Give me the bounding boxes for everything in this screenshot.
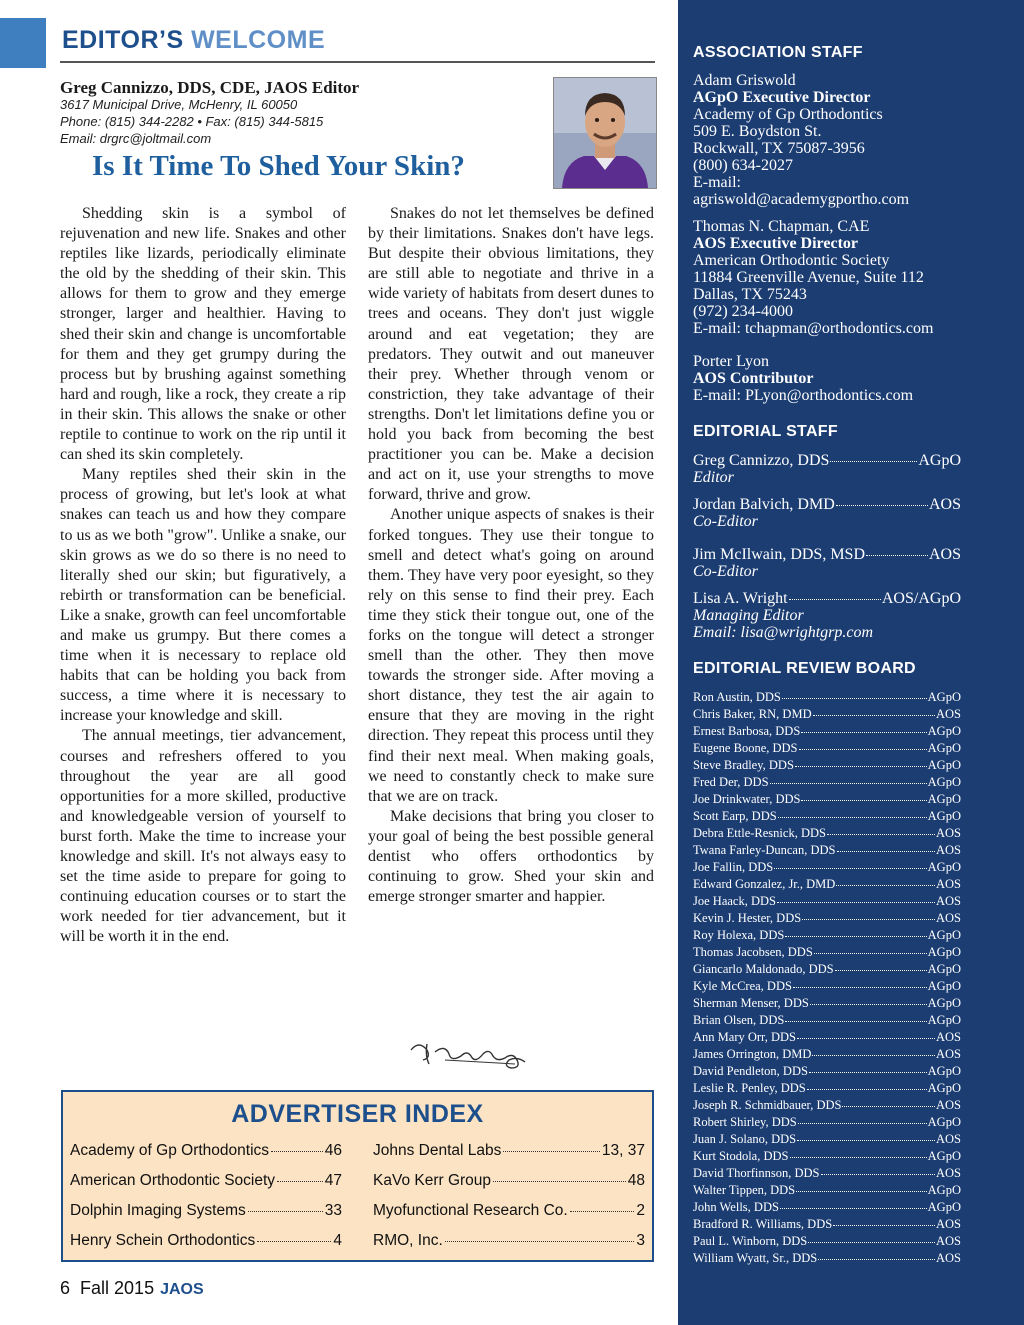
review-board-row: Ron Austin, DDS AGpO [693,690,961,704]
review-board-row: Roy Holexa, DDS AGpO [693,928,961,942]
advertiser-item: Academy of Gp Orthodontics 46 [70,1142,342,1159]
staff-line: Thomas N. Chapman, CAE [693,218,870,235]
editorial-staff-email: Email: lisa@wrightgrp.com [693,624,874,641]
staff-line: agriswold@academygportho.com [693,191,910,208]
editorial-staff-row: Jordan Balvich, DMD AOS [693,496,961,513]
staff-line: AOS Executive Director [693,235,858,252]
advertiser-item: Dolphin Imaging Systems 33 [70,1202,342,1219]
review-board-row: Fred Der, DDS AGpO [693,775,961,789]
review-board-row: John Wells, DDS AGpO [693,1200,961,1214]
review-board-row: Kyle McCrea, DDS AGpO [693,979,961,993]
staff-line: E-mail: PLyon@orthodontics.com [693,387,914,404]
review-board-row: Scott Earp, DDS AGpO [693,809,961,823]
staff-line: AGpO Executive Director [693,89,871,106]
article-paragraph: Make decisions that bring you closer to your goal of being the best possible general dentist who offers orthodontics by continuing to grow. Shed your skin and emerge stronger smarter and happier. [368,807,654,906]
review-board-row: Debra Ettle-Resnick, DDS AOS [693,826,961,840]
page-footer [60,1278,204,1299]
review-board-row: Walter Tippen, DDS AGpO [693,1183,961,1197]
review-board-row: James Orrington, DMD AOS [693,1047,961,1061]
review-board-row: Eugene Boone, DDS AGpO [693,741,961,755]
advertiser-item: Myofunctional Research Co. 2 [373,1202,645,1219]
editor-phone: Phone: (815) 344-2282 • Fax: (815) 344-5815 [60,114,324,129]
review-board-row: Bradford R. Williams, DDS AOS [693,1217,961,1231]
editor-photo [553,77,657,189]
review-board-row: Kevin J. Hester, DDS AOS [693,911,961,925]
review-board-row: Steve Bradley, DDS AGpO [693,758,961,772]
article-paragraph: Another unique aspects of snakes is their forked tongues. They use their tongue to smell and detect what's going on around them. They have very poor eyesight, so they rely on this sense to find their prey. Each time they stick their tongue out, one of the forks on the tongue will detect a stronger smell than the other. They then move towards the stronger side. After moving a short distance, they test the air again to ensure that they are moving in the right direction. They repeat this process until they find their next meal. When making goals, we need to constantly check to make sure that we are on track. [368,506,654,805]
issue-label: Fall 2015 [80,1278,155,1298]
staff-line: Dallas, TX 75243 [693,286,807,303]
section-tab-marker [0,18,46,68]
article-paragraph: The annual meetings, tier advancement, courses and refreshers offered to you throughout the year are all good opportunities for a more skilled, productive and knowledgeable version of yourself to burst forth. Make the time to increase your knowledge and skill. It's not always easy to set the time aside to prepare for going to continuing education courses or to start the work needed for tier advancement, but it will be worth it in the end. [60,727,346,946]
staff-line: American Orthodontic Society [693,252,890,269]
advertiser-item: RMO, Inc. 3 [373,1232,645,1249]
page-title: EDITOR’S WELCOME [62,26,326,54]
review-board-row: Sherman Menser, DDS AGpO [693,996,961,1010]
review-board-row: Joe Fallin, DDS AGpO [693,860,961,874]
staff-line: Porter Lyon [693,353,769,370]
review-board-row: David Pendleton, DDS AGpO [693,1064,961,1078]
staff-line: 509 E. Boydston St. [693,123,822,140]
editorial-staff-role: Editor [693,469,734,486]
staff-line: E-mail: [693,174,741,191]
article-title: Is It Time To Shed Your Skin? [92,150,465,182]
title-rule [60,61,655,63]
editorial-staff-row: Lisa A. Wright AOS/AGpO [693,590,961,607]
staff-line: (800) 634-2027 [693,157,793,174]
review-board-row: Joseph R. Schmidbauer, DDS AOS [693,1098,961,1112]
review-board-row: Leslie R. Penley, DDS AGpO [693,1081,961,1095]
advertiser-item: KaVo Kerr Group 48 [373,1172,645,1189]
review-board-row: Kurt Stodola, DDS AGpO [693,1149,961,1163]
review-board-row: Robert Shirley, DDS AGpO [693,1115,961,1129]
editor-signature [405,1030,530,1072]
editor-address: 3617 Municipal Drive, McHenry, IL 60050 [60,97,298,112]
review-board-row: Ann Mary Orr, DDS AOS [693,1030,961,1044]
review-board-row: David Thorfinnson, DDS AOS [693,1166,961,1180]
staff-line: 11884 Greenville Avenue, Suite 112 [693,269,924,286]
review-board-row: Thomas Jacobsen, DDS AGpO [693,945,961,959]
review-board-row: Giancarlo Maldonado, DDS AGpO [693,962,961,976]
review-board-row: Paul L. Winborn, DDS AOS [693,1234,961,1248]
editorial-staff-row: Jim McIlwain, DDS, MSD AOS [693,546,961,563]
advertiser-item: Henry Schein Orthodontics 4 [70,1232,342,1249]
staff-line: E-mail: tchapman@orthodontics.com [693,320,934,337]
staff-sidebar [678,0,1024,1325]
review-board-row: William Wyatt, Sr., DDS AOS [693,1251,961,1265]
staff-line: Academy of Gp Orthodontics [693,106,883,123]
editorial-staff-row: Greg Cannizzo, DDS AGpO [693,452,961,469]
association-staff-heading: ASSOCIATION STAFF [693,44,863,61]
page-number: 6 [60,1278,71,1298]
journal-label: JAOS [160,1281,204,1298]
article-paragraph: Snakes do not let themselves be defined by their limitations. Snakes don't have legs. But despite their obvious limitations, they are still able to negotiate and thrive in a wide variety of habitats from desert dunes to trees and oceans. They don't just wiggle around and eat vegetation; they are predators. They outwit and out maneuver their prey. Whether through venom or constriction, they take advantage of their strengths. Don't let limitations define you or hold you back from becoming the best practitioner you can be. Make a decision and act on it, use your strengths to move forward, thrive and grow. [368,205,654,504]
staff-line: (972) 234-4000 [693,303,793,320]
review-board-row: Joe Drinkwater, DDS AGpO [693,792,961,806]
advertiser-index-title: ADVERTISER INDEX [231,1100,484,1128]
staff-line: Adam Griswold [693,72,796,89]
editorial-staff-role: Co-Editor [693,513,758,530]
editorial-staff-role: Managing Editor [693,607,804,624]
staff-line: Rockwall, TX 75087-3956 [693,140,865,157]
advertiser-item: Johns Dental Labs 13, 37 [373,1142,645,1159]
review-board-row: Twana Farley-Duncan, DDS AOS [693,843,961,857]
editor-name: Greg Cannizzo, DDS, CDE, JAOS Editor [60,78,360,97]
review-board-row: Chris Baker, RN, DMD AOS [693,707,961,721]
editorial-staff-role: Co-Editor [693,563,758,580]
review-board-row: Juan J. Solano, DDS AOS [693,1132,961,1146]
advertiser-index [61,1090,654,1262]
article-column-2 [368,204,654,907]
article-paragraph: Many reptiles shed their skin in the process of growing, but let's look at what snakes can teach us and how they compare to us as we both "grow". Unlike a snake, our skin grows as we do so there is no need to literally shed our skin; but figuratively, a rebirth or transformation can be beneficial. Like a snake, growth can feel uncomfortable and make us grumpy. But there comes a time when it is necessary to replace old habits that can be holding you back from success, a time where it is necessary to increase your knowledge and skill. [60,466,346,725]
review-board-row: Edward Gonzalez, Jr., DMD AOS [693,877,961,891]
review-board-row: Ernest Barbosa, DDS AGpO [693,724,961,738]
review-board-row: Joe Haack, DDS AOS [693,894,961,908]
article-paragraph: Shedding skin is a symbol of rejuvenation and new life. Snakes and other reptiles like lizards, periodically eliminate the old by the shedding of their skin. This allows for them to grow and they emerge stronger, larger and healthier. Having to shed their skin and change is uncomfortable for them and they get grumpy during the process but by brushing against something hard and rough, like a rock, they create a rip in their skin. This allows the snake or other reptile to continue to work on the rip until it can shed its skin completely. [60,205,346,464]
article-column-1 [60,204,346,947]
advertiser-item: American Orthodontic Society 47 [70,1172,342,1189]
editorial-staff-heading: EDITORIAL STAFF [693,423,838,440]
review-board-row: Brian Olsen, DDS AGpO [693,1013,961,1027]
staff-line: AOS Contributor [693,370,814,387]
editor-email: Email: drgrc@joltmail.com [60,131,212,146]
review-board-heading: EDITORIAL REVIEW BOARD [693,660,916,677]
